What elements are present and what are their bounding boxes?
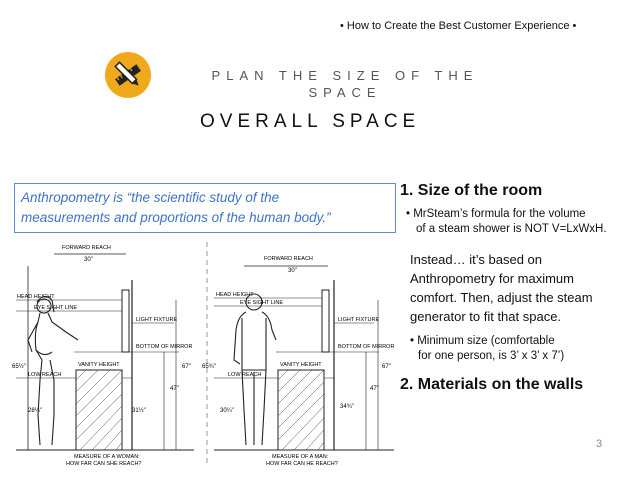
anthropometry-drawing [14,240,400,468]
quote-line-1: Anthropometry is “the scientific study of the [21,190,280,205]
left-light-fixture-label: LIGHT FIXTURE [136,317,178,323]
slide-title: OVERALL SPACE [200,111,421,132]
right-forward-reach-value: 30" [288,268,297,274]
pencil-ruler-icon [103,50,153,100]
left-bottom-mirror-label: BOTTOM OF MIRROR [136,344,193,350]
heading-materials: 2. Materials on the walls [400,376,584,393]
right-low-reach-label: LOW REACH [228,372,262,378]
left-dim-vanity: 47" [170,386,179,392]
left-caption-line-2: HOW FAR CAN SHE REACH? [66,461,142,467]
anthropometry-paragraph [410,250,636,326]
right-light-fixture-label: LIGHT FIXTURE [338,317,380,323]
subtitle-line-2: SPACE [308,85,382,100]
right-dim-total: 65¾" [202,364,216,370]
left-dim-vanity-height: 31½" [132,408,146,414]
left-forward-reach-value: 30" [84,257,93,263]
paragraph-line-1: Instead… it’s based on [410,252,543,267]
left-dim-total: 65½" [12,364,26,370]
definition-quote-box [14,183,396,233]
right-dim-low: 30¼" [220,408,234,414]
left-low-reach-label: LOW REACH [28,372,62,378]
left-dim-low: 28¼" [28,408,42,414]
right-dim-vanity-height: 34¾" [340,404,354,410]
left-vanity-height-label: VANITY HEIGHT [78,362,120,368]
left-dim-mirror: 67" [182,364,191,370]
left-caption-line-1: MEASURE OF A WOMAN: [74,454,140,460]
right-vanity-height-label: VANITY HEIGHT [280,362,322,368]
bullet-formula-line-2: of a steam shower is NOT V=LxWxH. [416,223,607,235]
bullet-minimum-line-2: for one person, is 3’ x 3’ x 7’) [418,350,565,362]
content-column [400,180,636,394]
right-bottom-mirror-label: BOTTOM OF MIRROR [338,344,395,350]
bullet-formula-line-1: • MrSteam’s formula for the volume [406,208,586,220]
paragraph-line-2: Anthropometry for maximum [410,271,574,286]
man-figure-panel [202,256,394,467]
woman-figure-panel [12,245,194,467]
bullet-minimum-size [410,334,636,364]
right-caption-line-1: MEASURE OF A MAN: [272,454,329,460]
slide-subtitle [160,67,530,101]
right-head-height-label: HEAD HEIGHT [216,292,254,298]
right-dim-mirror: 67" [382,364,391,370]
heading-size-of-room: 1. Size of the room [400,182,543,199]
right-dim-vanity: 47" [370,386,379,392]
bullet-minimum-line-1: • Minimum size (comfortable [410,335,555,347]
left-head-height-label: HEAD HEIGHT [17,294,55,300]
left-forward-reach-label: FORWARD REACH [62,245,111,251]
paragraph-line-3: comfort. Then, adjust the steam [410,290,593,305]
bullet-formula [406,207,636,237]
page-number: 3 [596,438,603,450]
right-eye-line-label: EYE SIGHT LINE [240,300,283,306]
right-forward-reach-label: FORWARD REACH [264,256,313,262]
left-eye-line-label: EYE SIGHT LINE [34,305,77,311]
header-tagline: • How to Create the Best Customer Experience • [340,20,577,32]
paragraph-line-4: generator to fit that space. [410,309,562,324]
quote-line-2: measurements and proportions of the human body.” [21,210,331,225]
right-caption-line-2: HOW FAR CAN HE REACH? [266,461,338,467]
subtitle-line-1: PLAN THE SIZE OF THE [211,68,479,83]
